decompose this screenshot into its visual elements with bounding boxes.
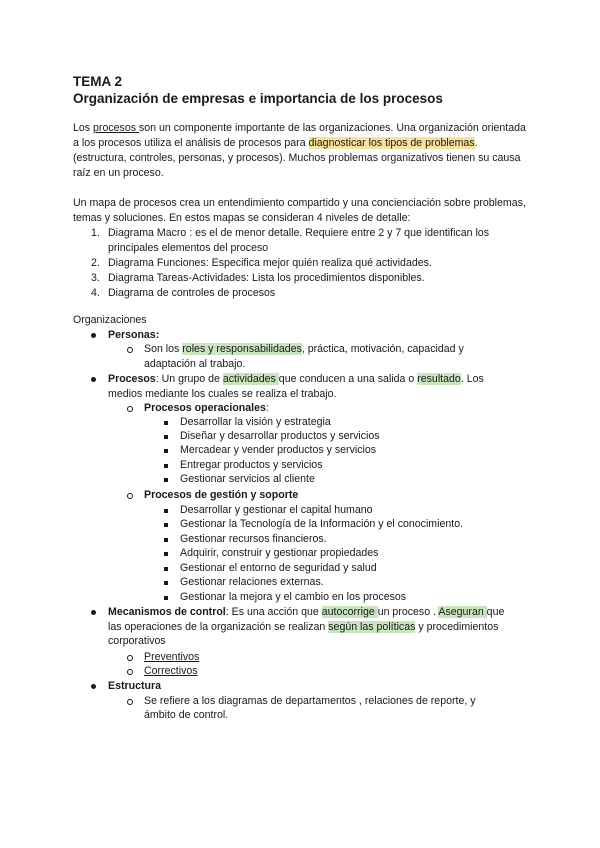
list-item: Adquirir, construir y gestionar propiedades: [180, 547, 379, 559]
square-bullet-icon: [164, 509, 168, 513]
circle-bullet-icon: [127, 655, 133, 661]
list-item: Entregar productos y servicios: [180, 459, 323, 471]
list-item: Desarrollar la visión y estrategia: [180, 416, 331, 428]
mecanismos-line-cont: las operaciones de la organización se realizan según las políticas y procedimientos: [108, 621, 499, 633]
highlight-roles: roles y responsabilidades: [182, 343, 302, 355]
doc-subtitle: Organización de empresas e importancia de los procesos: [73, 91, 443, 106]
list-item: Desarrollar y gestionar el capital humano: [180, 504, 373, 516]
personas-desc-cont: adaptación al trabajo.: [144, 358, 246, 370]
list-item-cont: principales elementos del proceso: [108, 242, 269, 254]
mapa-paragraph: Un mapa de procesos crea un entendimiento compartido y una concienciación sobre problemas, temas y soluciones. En estos mapas se consideran 4 niveles de detalle:: [73, 197, 526, 224]
bullet-icon: [91, 377, 96, 382]
square-bullet-icon: [164, 567, 168, 571]
circle-bullet-icon: [127, 493, 133, 499]
square-bullet-icon: [164, 538, 168, 542]
highlight-diagnosticar: diagnosticar los tipos de problemas: [308, 137, 475, 149]
square-bullet-icon: [164, 435, 168, 439]
personas-label: Personas:: [108, 329, 160, 341]
circle-bullet-icon: [127, 347, 133, 353]
circle-bullet-icon: [127, 406, 133, 412]
intro-paragraph: Los procesos son un componente importante de las organizaciones. Una organización orientada a los procesos utiliza el análisis de procesos para diagnosticar los tipos de problemas. (estructura, controles, personas, y procesos). Muchos problemas organizativos tienen su causa raíz en un proceso.: [73, 122, 526, 179]
preventivos-link: Preventivos: [144, 651, 200, 663]
list-item: Gestionar el entorno de seguridad y salud: [180, 562, 377, 574]
operacionales-label: Procesos operacionales:: [144, 402, 269, 414]
square-bullet-icon: [164, 581, 168, 585]
list-number: 3.: [91, 272, 100, 284]
section-heading: Organizaciones: [73, 314, 147, 326]
list-item: Diseñar y desarrollar productos y servicios: [180, 430, 380, 442]
circle-bullet-icon: [127, 699, 133, 705]
square-bullet-icon: [164, 449, 168, 453]
estructura-label: Estructura: [108, 680, 161, 692]
list-item: Gestionar relaciones externas.: [180, 576, 324, 588]
personas-desc: Son los roles y responsabilidades, práctica, motivación, capacidad y: [144, 343, 464, 355]
list-number: 2.: [91, 257, 100, 269]
procesos-line: Procesos: Un grupo de actividades que conducen a una salida o resultado. Los: [108, 373, 484, 385]
correctivos-link: Correctivos: [144, 665, 198, 677]
highlight-resultado: resultado: [417, 373, 461, 385]
square-bullet-icon: [164, 478, 168, 482]
list-item: Diagrama Tareas-Actividades: Lista los procedimientos disponibles.: [108, 272, 425, 284]
list-number: 1.: [91, 227, 100, 239]
list-item: Gestionar la mejora y el cambio en los procesos: [180, 591, 407, 603]
highlight-actividades: actividades: [222, 373, 279, 385]
highlight-autocorrige: autocorrige: [321, 606, 378, 618]
list-item: Gestionar recursos financieros.: [180, 533, 327, 545]
highlight-politicas: según las políticas: [328, 621, 416, 633]
list-item: Diagrama Macro : es el de menor detalle. Requiere entre 2 y 7 que identifican los: [108, 227, 489, 239]
bullet-icon: [91, 333, 96, 338]
bullet-icon: [91, 610, 96, 615]
procesos-line-cont: medios mediante los cuales se realiza el trabajo.: [108, 388, 337, 400]
estructura-desc: Se refiere a los diagramas de departamentos , relaciones de reporte, y: [144, 695, 476, 707]
procesos-link: procesos: [93, 122, 139, 134]
square-bullet-icon: [164, 421, 168, 425]
doc-title: TEMA 2: [73, 74, 123, 89]
list-item: Gestionar servicios al cliente: [180, 473, 315, 485]
estructura-desc-cont: ámbito de control.: [144, 709, 229, 721]
list-item: Diagrama de controles de procesos: [108, 287, 276, 299]
gestion-label: Procesos de gestión y soporte: [144, 489, 299, 501]
mecanismos-line-cont: corporativos: [108, 635, 166, 647]
bullet-icon: [91, 684, 96, 689]
square-bullet-icon: [164, 523, 168, 527]
square-bullet-icon: [164, 596, 168, 600]
list-item: Gestionar la Tecnología de la Información y el conocimiento.: [180, 518, 464, 530]
list-item: Mercadear y vender productos y servicios: [180, 444, 377, 456]
square-bullet-icon: [164, 464, 168, 468]
square-bullet-icon: [164, 552, 168, 556]
circle-bullet-icon: [127, 669, 133, 675]
mecanismos-line: Mecanismos de control: Es una acción que autocorrige un proceso . Aseguran que: [108, 606, 505, 618]
list-item: Diagrama Funciones: Especifica mejor quién realiza qué actividades.: [108, 257, 432, 269]
highlight-aseguran: Aseguran: [438, 606, 487, 618]
list-number: 4.: [91, 287, 100, 299]
